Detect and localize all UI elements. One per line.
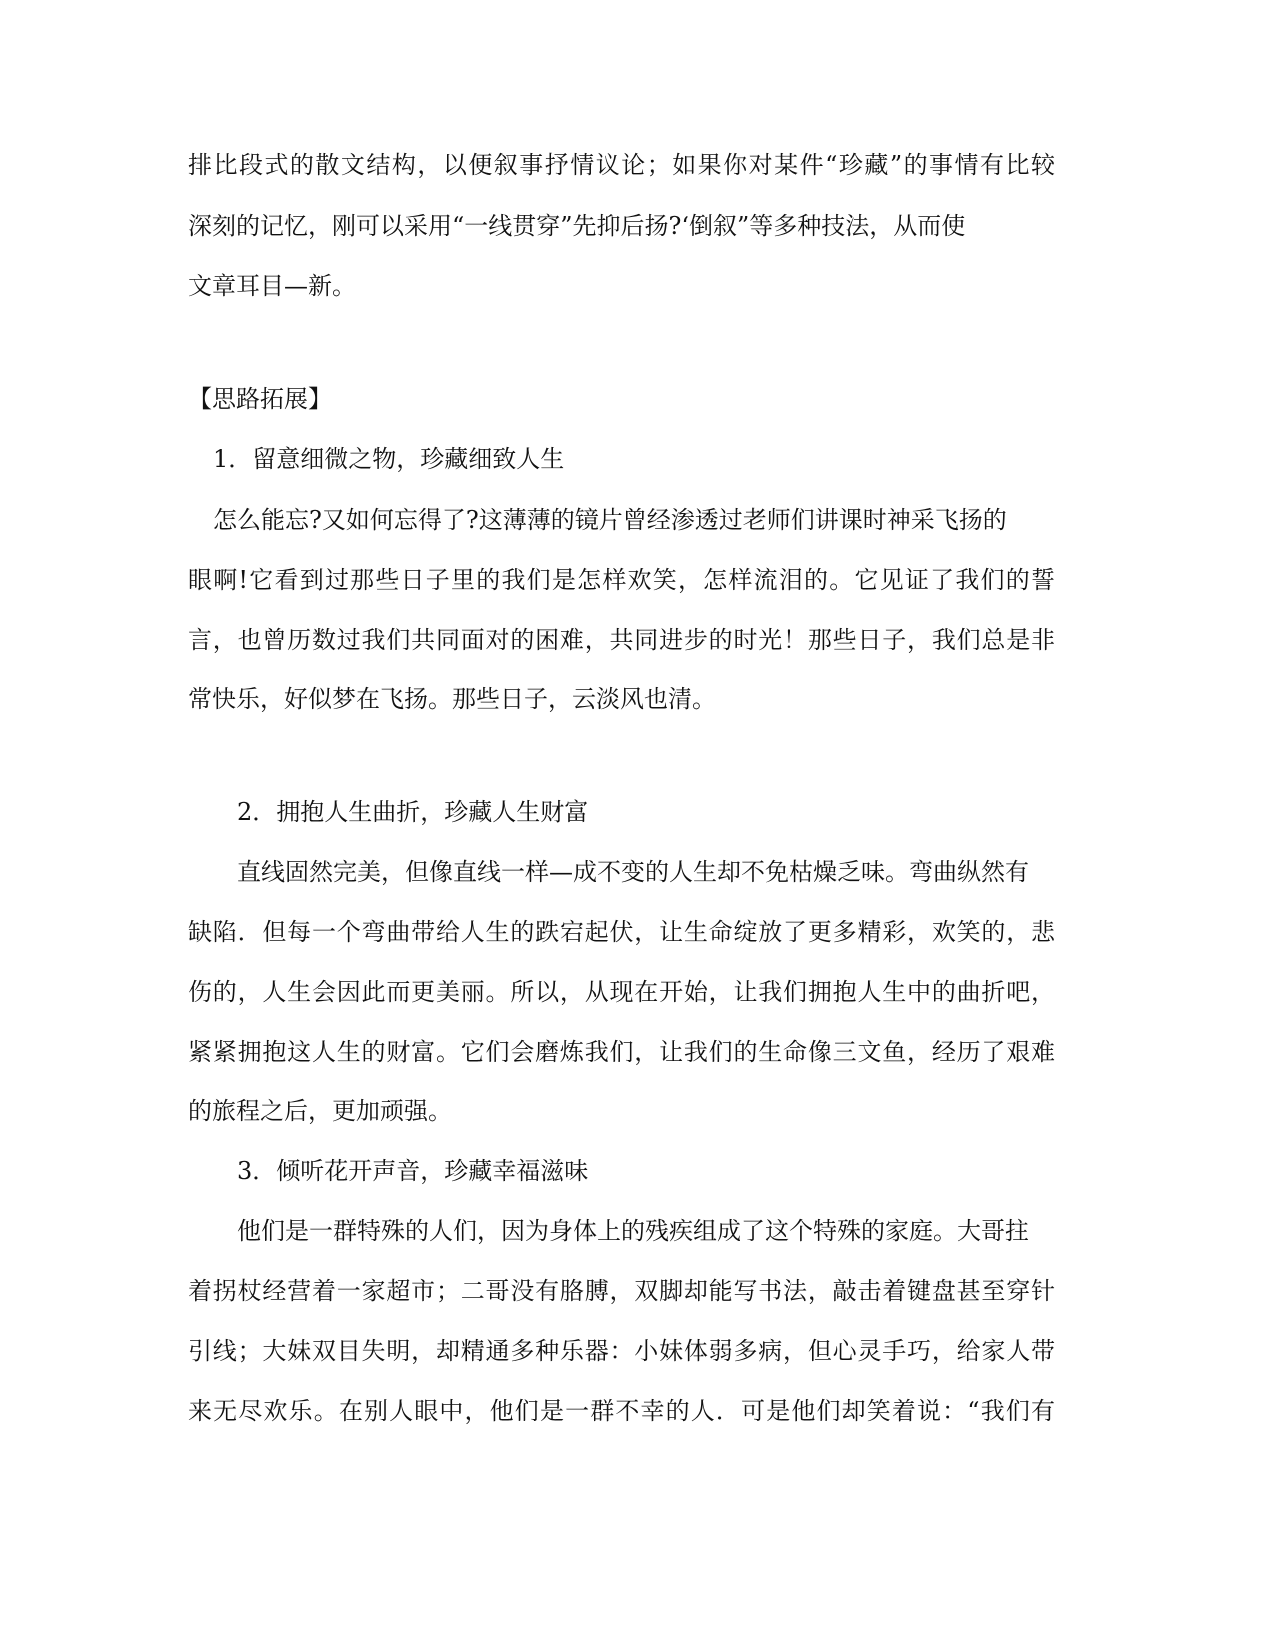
item-2-line-5: 的旅程之后，更加顽强。: [188, 1097, 452, 1125]
intro-line-3: 文章耳目—新。: [188, 272, 356, 300]
intro-line-1: 排比段式的散文结构，以便叙事抒情议论；如果你对某件“珍藏”的事情有比较: [188, 151, 1055, 179]
item-3-line-3: 引线；大妹双目失明，却精通多种乐器：小妹体弱多病，但心灵手巧，给家人带: [188, 1337, 1055, 1365]
item-3-heading: 3．倾听花开声音，珍藏幸福滋味: [237, 1157, 589, 1185]
item-1-line-4: 常快乐，好似梦在飞扬。那些日子，云淡风也清。: [188, 685, 716, 713]
section-heading: 【思路拓展】: [188, 385, 332, 413]
item-2-heading: 2．拥抱人生曲折，珍藏人生财富: [237, 798, 589, 826]
item-2-line-1: 直线固然完美，但像直线一样—成不变的人生却不免枯燥乏味。弯曲纵然有: [237, 858, 1029, 886]
item-2-line-2: 缺陷．但每一个弯曲带给人生的跌宕起伏，让生命绽放了更多精彩，欢笑的，悲: [188, 918, 1055, 946]
item-1-line-3: 言，也曾历数过我们共同面对的困难，共同进步的时光！那些日子，我们总是非: [188, 626, 1055, 654]
item-1-line-1: 怎么能忘?又如何忘得了?这薄薄的镜片曾经渗透过老师们讲课时神采飞扬的: [213, 506, 1007, 534]
item-2-line-3: 伤的，人生会因此而更美丽。所以，从现在开始，让我们拥抱人生中的曲折吧，: [188, 978, 1055, 1006]
item-3-line-4: 来无尽欢乐。在别人眼中，他们是一群不幸的人．可是他们却笑着说：“我们有: [188, 1397, 1055, 1425]
item-3-line-2: 着拐杖经营着一家超市；二哥没有胳膊，双脚却能写书法，敲击着键盘甚至穿针: [188, 1277, 1055, 1305]
item-2-line-4: 紧紧拥抱这人生的财富。它们会磨炼我们，让我们的生命像三文鱼，经历了艰难: [188, 1038, 1055, 1066]
intro-line-2: 深刻的记忆，刚可以采用“一线贯穿”先抑后扬?‘倒叙”等多种技法，从而使: [188, 212, 966, 240]
item-1-heading: 1．留意细微之物，珍藏细致人生: [213, 445, 565, 473]
item-1-line-2: 眼啊!它看到过那些日子里的我们是怎样欢笑，怎样流泪的。它见证了我们的誓: [188, 566, 1055, 594]
item-3-line-1: 他们是一群特殊的人们，因为身体上的残疾组成了这个特殊的家庭。大哥拄: [237, 1217, 1029, 1245]
